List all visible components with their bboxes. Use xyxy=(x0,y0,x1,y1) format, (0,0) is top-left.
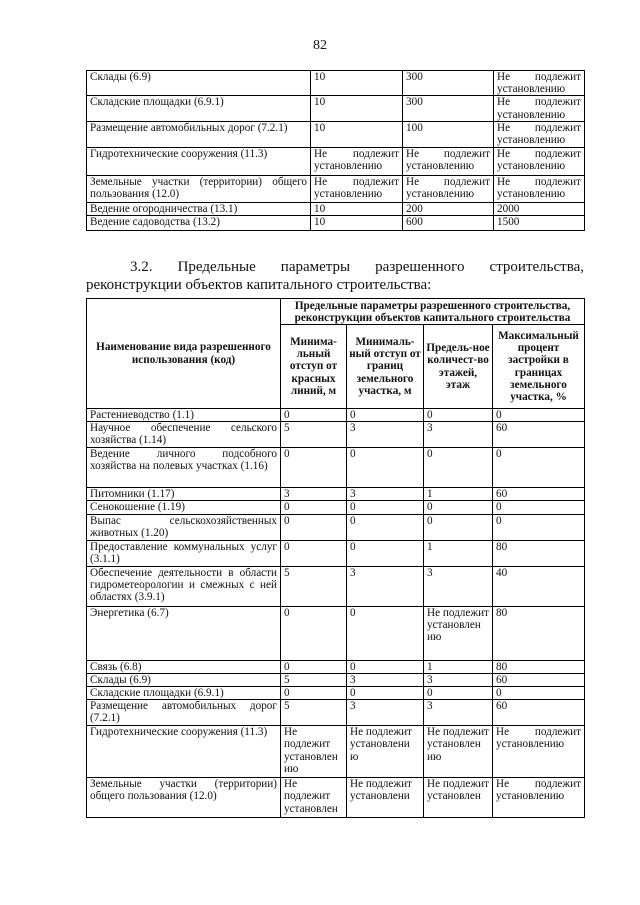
value-cell: 10 xyxy=(311,121,403,147)
value-cell: Не подлежит установлению xyxy=(403,175,494,202)
use-type-cell: Связь (6.8) xyxy=(87,660,281,673)
header-max-floors: Предель-ное количест-во этажей, этаж xyxy=(424,325,493,409)
value-cell: 0 xyxy=(347,409,424,422)
table-row xyxy=(87,700,585,726)
value-cell: Не подлежит установлен ию xyxy=(424,606,493,660)
value-cell: 0 xyxy=(281,501,347,514)
table-row xyxy=(87,566,585,606)
value-cell: 0 xyxy=(424,501,493,514)
use-type-cell: Складские площадки (6.9.1) xyxy=(87,687,281,700)
use-type-cell: Земельные участки (территории) общего пользования (12.0) xyxy=(87,778,281,818)
value-cell: Не подлежит установлению xyxy=(311,175,403,202)
value-cell: 3 xyxy=(424,673,493,686)
use-type-cell: Питомники (1.17) xyxy=(87,488,281,501)
use-type-cell: Выпас сельскохозяйственных животных (1.20) xyxy=(87,514,281,540)
value-cell: Не подлежит установлению xyxy=(494,175,585,202)
value-cell: 0 xyxy=(347,514,424,540)
value-cell: 3 xyxy=(424,422,493,448)
value-cell: 40 xyxy=(493,566,585,606)
value-cell: 0 xyxy=(347,660,424,673)
use-type-cell: Научное обеспечение сельского хозяйства (1.14) xyxy=(87,422,281,448)
value-cell: 300 xyxy=(403,96,494,121)
table-row xyxy=(87,175,585,202)
value-cell: 5 xyxy=(281,566,347,606)
value-cell: 0 xyxy=(281,606,347,660)
value-cell: 60 xyxy=(493,422,585,448)
table-row xyxy=(87,71,585,96)
use-type-cell: Размещение автомобильных дорог (7.2.1) xyxy=(87,121,311,147)
table-row xyxy=(87,673,585,686)
value-cell: 1500 xyxy=(494,216,585,231)
value-cell: 0 xyxy=(347,687,424,700)
value-cell: Не подлежит установлению xyxy=(494,147,585,175)
value-cell: 5 xyxy=(281,700,347,726)
table-row xyxy=(87,147,585,175)
value-cell: 5 xyxy=(281,673,347,686)
value-cell: 0 xyxy=(347,501,424,514)
value-cell: 200 xyxy=(403,202,494,215)
table-row xyxy=(87,606,585,660)
section-number: 3.2. xyxy=(130,259,153,275)
value-cell: 1 xyxy=(424,488,493,501)
table-row xyxy=(87,216,585,231)
header-use-type: Наименование вида разрешенного использования (код) xyxy=(87,299,281,409)
table-row xyxy=(87,409,585,422)
section-word: параметры xyxy=(280,259,351,275)
value-cell: 600 xyxy=(403,216,494,231)
table-row xyxy=(87,687,585,700)
value-cell: 3 xyxy=(424,566,493,606)
use-type-cell: Ведение садоводства (13.2) xyxy=(87,216,311,231)
value-cell: 0 xyxy=(493,514,585,540)
value-cell: 0 xyxy=(281,448,347,488)
value-cell: 3 xyxy=(347,488,424,501)
value-cell: 80 xyxy=(493,540,585,566)
value-cell: 100 xyxy=(403,121,494,147)
table-row xyxy=(87,660,585,673)
value-cell: Не подлежит установлен ию xyxy=(424,726,493,778)
use-type-cell: Гидротехнические сооружения (11.3) xyxy=(87,147,311,175)
building-parameters-table xyxy=(86,298,585,818)
header-red-line-setback: Минима-льный отступ от красных линий, м xyxy=(281,325,347,409)
use-type-cell: Складские площадки (6.9.1) xyxy=(87,96,311,121)
use-type-cell: Предоставление коммунальных услуг (3.1.1) xyxy=(87,540,281,566)
value-cell: 1 xyxy=(424,540,493,566)
value-cell: Не подлежит установлен xyxy=(424,778,493,818)
value-cell: 10 xyxy=(311,96,403,121)
section-word: разрешенного xyxy=(375,259,465,275)
page-number: 82 xyxy=(313,38,327,53)
use-type-cell: Ведение огородничества (13.1) xyxy=(87,202,311,215)
section-word: строительства, xyxy=(489,259,584,275)
use-type-cell: Размещение автомобильных дорог (7.2.1) xyxy=(87,700,281,726)
value-cell: 0 xyxy=(424,448,493,488)
value-cell: 0 xyxy=(424,514,493,540)
value-cell: 0 xyxy=(347,540,424,566)
table-row xyxy=(87,501,585,514)
value-cell: 80 xyxy=(493,606,585,660)
header-parameters-group: Предельные параметры разрешенного строительства, реконструкции объектов капитального строительства xyxy=(281,299,585,325)
use-type-cell: Обеспечение деятельности в области гидрометеорологии и смежных с ней областях (3.9.1) xyxy=(87,566,281,606)
table-row xyxy=(87,488,585,501)
use-type-cell: Растениеводство (1.1) xyxy=(87,409,281,422)
use-type-cell: Земельные участки (территории) общего пользования (12.0) xyxy=(87,175,311,202)
table-row xyxy=(87,202,585,215)
value-cell: 0 xyxy=(281,540,347,566)
value-cell: 3 xyxy=(281,488,347,501)
value-cell: 300 xyxy=(403,71,494,96)
table-row xyxy=(87,448,585,488)
value-cell: Не подлежит установлен ию xyxy=(281,726,347,778)
value-cell: 1 xyxy=(424,660,493,673)
value-cell: 0 xyxy=(281,687,347,700)
value-cell: 0 xyxy=(493,501,585,514)
value-cell: 0 xyxy=(424,409,493,422)
value-cell: 0 xyxy=(281,514,347,540)
value-cell: 0 xyxy=(493,409,585,422)
table-row xyxy=(87,422,585,448)
section-heading xyxy=(86,258,584,294)
value-cell: Не подлежит установлению xyxy=(493,778,585,818)
value-cell: Не подлежит установлению xyxy=(403,147,494,175)
table-row xyxy=(87,96,585,121)
use-type-cell: Склады (6.9) xyxy=(87,71,311,96)
value-cell: 3 xyxy=(347,422,424,448)
value-cell: Не подлежит установлению xyxy=(494,71,585,96)
value-cell: 60 xyxy=(493,700,585,726)
value-cell: 0 xyxy=(347,448,424,488)
value-cell: 60 xyxy=(493,673,585,686)
use-type-cell: Гидротехнические сооружения (11.3) xyxy=(87,726,281,778)
value-cell: Не подлежит установлени xyxy=(347,778,424,818)
value-cell: 10 xyxy=(311,202,403,215)
header-max-coverage: Максимальный процент застройки в границах земельного участка, % xyxy=(493,325,585,409)
section-heading-line1 xyxy=(86,258,584,276)
use-type-cell: Ведение личного подсобного хозяйства на полевых участках (1.16) xyxy=(87,448,281,488)
table-row xyxy=(87,540,585,566)
land-use-table-continued xyxy=(86,70,585,231)
section-heading-line2: реконструкции объектов капитального строительства: xyxy=(86,277,432,293)
table-row xyxy=(87,726,585,778)
value-cell: 10 xyxy=(311,71,403,96)
value-cell: 2000 xyxy=(494,202,585,215)
use-type-cell: Склады (6.9) xyxy=(87,673,281,686)
value-cell: 0 xyxy=(493,448,585,488)
table-row xyxy=(87,121,585,147)
table-row xyxy=(87,514,585,540)
value-cell: Не подлежит установлению xyxy=(493,726,585,778)
value-cell: Не подлежит установлен xyxy=(281,778,347,818)
value-cell: 0 xyxy=(493,687,585,700)
value-cell: 0 xyxy=(424,687,493,700)
use-type-cell: Сенокошение (1.19) xyxy=(87,501,281,514)
table-row xyxy=(87,778,585,818)
value-cell: 0 xyxy=(281,660,347,673)
value-cell: 3 xyxy=(347,566,424,606)
value-cell: 3 xyxy=(424,700,493,726)
value-cell: 60 xyxy=(493,488,585,501)
section-word: Предельные xyxy=(177,259,256,275)
value-cell: 0 xyxy=(281,409,347,422)
value-cell: Не подлежит установлению xyxy=(494,121,585,147)
header-boundary-setback: Минималь-ный отступ от границ земельного участка, м xyxy=(347,325,424,409)
use-type-cell: Энергетика (6.7) xyxy=(87,606,281,660)
value-cell: 80 xyxy=(493,660,585,673)
value-cell: Не подлежит установлению xyxy=(494,96,585,121)
value-cell: 5 xyxy=(281,422,347,448)
value-cell: 10 xyxy=(311,216,403,231)
value-cell: Не подлежит установлени ю xyxy=(347,726,424,778)
value-cell: Не подлежит установлению xyxy=(311,147,403,175)
value-cell: 0 xyxy=(347,606,424,660)
value-cell: 3 xyxy=(347,700,424,726)
value-cell: 3 xyxy=(347,673,424,686)
